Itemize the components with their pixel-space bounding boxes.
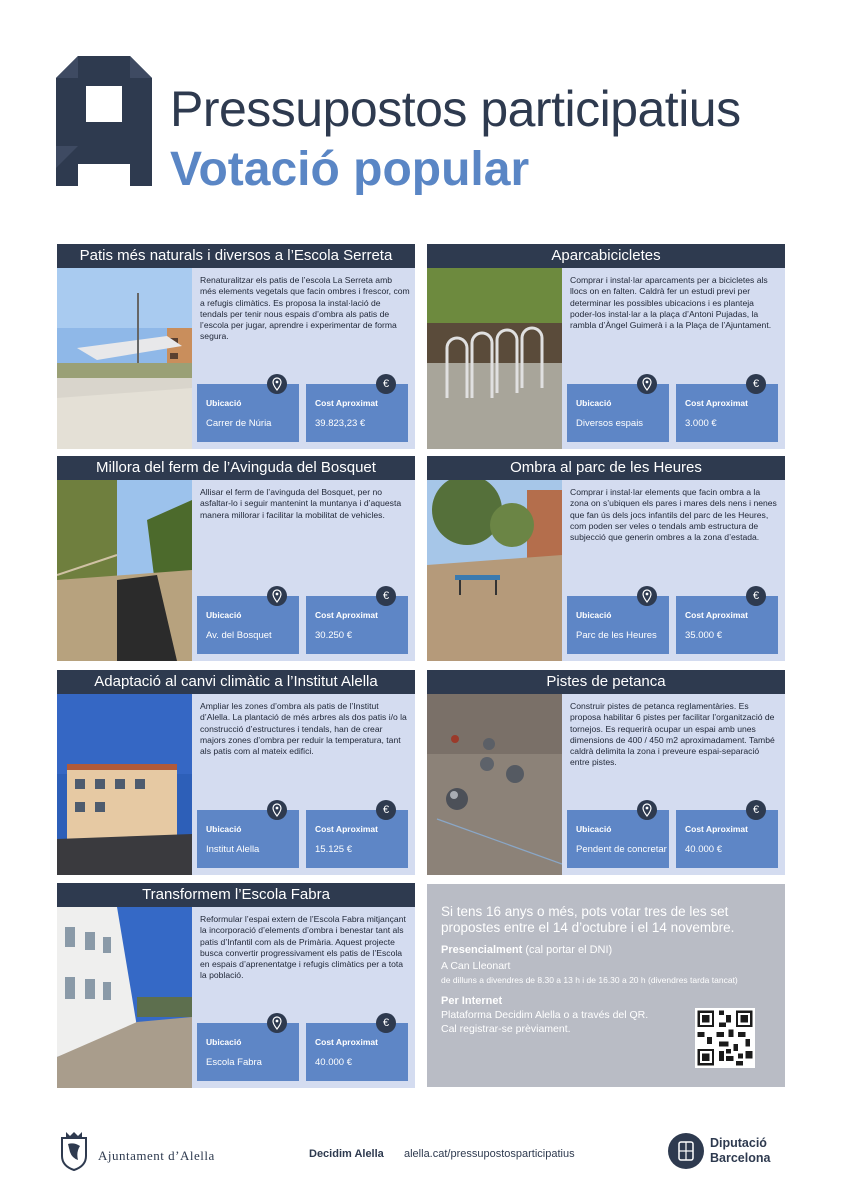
location-label: Ubicació xyxy=(576,824,612,834)
location-box xyxy=(197,810,299,868)
cost-value: 40.000 € xyxy=(315,1057,352,1068)
project-card xyxy=(427,244,785,449)
project-title: Ombra al parc de les Heures xyxy=(427,456,785,480)
location-value: Escola Fabra xyxy=(206,1057,262,1068)
project-photo xyxy=(57,907,192,1088)
location-label: Ubicació xyxy=(206,610,242,620)
euro-icon: € xyxy=(746,374,766,394)
pressupostos-logo-icon xyxy=(56,56,152,186)
location-box xyxy=(567,384,669,442)
location-label: Ubicació xyxy=(576,610,612,620)
in-person-place: A Can Lleonart xyxy=(441,960,511,972)
online-line-2: Cal registrar-se prèviament. xyxy=(441,1023,571,1035)
cost-box xyxy=(306,1017,408,1081)
euro-icon: € xyxy=(376,800,396,820)
location-value: Pendent de concretar xyxy=(576,844,667,855)
page-title: Pressupostos participatius xyxy=(170,81,741,137)
cost-label: Cost Aproximat xyxy=(315,610,378,620)
project-photo xyxy=(427,480,562,661)
project-photo xyxy=(57,480,192,661)
cost-box xyxy=(676,804,778,868)
project-description: Ampliar les zones d’ombra als patis de l’Institut d’Alella. La plantació de més arbres als dos patis i/o la construcció d’estructures i tendals, han de crear majors zones d’ombra per reduir la temperatura, tant als patis com al mateix edifici. xyxy=(200,701,407,757)
euro-icon: € xyxy=(376,1013,396,1033)
euro-icon: € xyxy=(376,586,396,606)
page-subtitle: Votació popular xyxy=(170,143,530,196)
map-pin-icon xyxy=(267,374,287,394)
location-label: Ubicació xyxy=(576,398,612,408)
qr-code-icon[interactable] xyxy=(695,1008,755,1068)
project-title: Aparcabicicletes xyxy=(427,244,785,268)
project-card xyxy=(57,670,415,875)
cost-label: Cost Aproximat xyxy=(685,824,748,834)
alella-coat-of-arms-icon xyxy=(58,1130,90,1172)
project-card xyxy=(57,883,415,1088)
project-title: Adaptació al canvi climàtic a l’Institut Alella xyxy=(57,670,415,694)
voting-info-box xyxy=(427,884,785,1087)
cost-label: Cost Aproximat xyxy=(685,610,748,620)
cost-box xyxy=(306,378,408,442)
cost-box xyxy=(676,378,778,442)
location-box xyxy=(197,596,299,654)
cost-label: Cost Aproximat xyxy=(315,824,378,834)
project-description: Construir pistes de petanca reglamentàries. Es proposa habilitar 6 pistes per facilitar l’organització de tornejos. Es requerirà ocupar un espai amb unes dimensions de 400 / 450 m2 aproximadament. També caldrà delimita la zona i preveure espai-separació entre pistes. xyxy=(570,701,775,768)
project-photo xyxy=(57,694,192,875)
euro-icon: € xyxy=(746,586,766,606)
location-label: Ubicació xyxy=(206,824,242,834)
diputacio-name xyxy=(710,1136,770,1166)
cost-value: 39.823,23 € xyxy=(315,418,366,429)
cost-value: 40.000 € xyxy=(685,844,722,855)
project-card xyxy=(57,456,415,661)
online-line-1: Plataforma Decidim Alella o a través del QR. xyxy=(441,1009,649,1021)
location-value: Parc de les Heures xyxy=(576,630,657,641)
diputacio-line-1: Diputació xyxy=(710,1136,767,1150)
cost-value: 35.000 € xyxy=(685,630,722,641)
cost-box xyxy=(306,804,408,868)
cost-value: 15.125 € xyxy=(315,844,352,855)
map-pin-icon xyxy=(267,800,287,820)
online-heading: Per Internet xyxy=(441,995,503,1007)
diputacio-line-2: Barcelona xyxy=(710,1151,771,1165)
map-pin-icon xyxy=(267,1013,287,1033)
project-photo xyxy=(427,694,562,875)
location-value: Av. del Bosquet xyxy=(206,630,272,641)
project-title: Transformem l’Escola Fabra xyxy=(57,883,415,907)
location-label: Ubicació xyxy=(206,1037,242,1047)
project-title: Patis més naturals i diversos a l’Escola Serreta xyxy=(57,244,415,268)
location-box xyxy=(197,1023,299,1081)
project-title: Millora del ferm de l’Avinguda del Bosquet xyxy=(57,456,415,480)
in-person-heading-label: Presencialment xyxy=(441,944,523,956)
map-pin-icon xyxy=(267,586,287,606)
map-pin-icon xyxy=(637,800,657,820)
project-photo xyxy=(57,268,192,449)
cost-label: Cost Aproximat xyxy=(685,398,748,408)
cost-label: Cost Aproximat xyxy=(315,398,378,408)
project-description: Comprar i instal·lar elements que facin ombra a la zona on s’ubiquen els pares i mares dels nens i nenes que fan ús dels jocs infantils del parc de les Heures, com poden ser veles o tendals amb estructura de subjecció que generin ombres a la zona d’estada. xyxy=(570,487,777,543)
project-description: Allisar el ferm de l’avinguda del Bosquet, per no asfaltar-lo i seguir mantenint la muntanya i d’aquesta manera millorar i facilitar la mobilitat de vehicles. xyxy=(200,487,402,520)
diputacio-logo-icon xyxy=(668,1133,704,1169)
cost-box xyxy=(676,590,778,654)
project-description: Renaturalitzar els patis de l’escola La Serreta amb més elements vegetals que facin ombres i frescor, com a refugis climàtics. Es proposa la instal·lació de tendals per tenir nous espais d’ombra als patis de l’escola per jugar, aprendre i experimentar de forma segura. xyxy=(200,275,410,342)
euro-icon: € xyxy=(746,800,766,820)
project-description: Reformular l’espai extern de l’Escola Fabra mitjançant la incorporació d’elements d’ombra i benestar tant als patis d’Infantil com als de Primària. Aquest projecte busca convertir progressivament els patis de l’Escola en espais d’aprenentatge i refugis climàtics per a tota la població. xyxy=(200,914,406,981)
cost-value: 3.000 € xyxy=(685,418,717,429)
voting-intro: Si tens 16 anys o més, pots votar tres de les set propostes entre el 14 d’octubre i el 14 novembre. xyxy=(441,904,735,935)
map-pin-icon xyxy=(637,374,657,394)
location-box xyxy=(197,384,299,442)
cost-value: 30.250 € xyxy=(315,630,352,641)
project-description: Comprar i instal·lar aparcaments per a bicicletes als llocs on en falten. Caldrà fer un estudi previ per determinar les possibles ubicacions i es planteja poder-los instal·lar a la plaça d’Antoni Pujadas, la rambla d’Àngel Guimerà i a la Plaça de l’Ajuntament. xyxy=(570,275,772,331)
project-card xyxy=(427,456,785,661)
website-link[interactable]: alella.cat/pressupostosparticipatius xyxy=(404,1148,575,1160)
location-value: Institut Alella xyxy=(206,844,260,855)
location-box xyxy=(567,596,669,654)
cost-label: Cost Aproximat xyxy=(315,1037,378,1047)
project-card xyxy=(427,670,785,875)
location-label: Ubicació xyxy=(206,398,242,408)
in-person-heading xyxy=(441,944,612,956)
project-card xyxy=(57,244,415,449)
cost-box xyxy=(306,590,408,654)
map-pin-icon xyxy=(637,586,657,606)
decidim-label: Decidim Alella xyxy=(309,1148,384,1160)
location-value: Diversos espais xyxy=(576,418,644,429)
in-person-note: (cal portar el DNI) xyxy=(525,944,613,956)
ajuntament-name: Ajuntament d’Alella xyxy=(98,1148,215,1163)
project-photo xyxy=(427,268,562,449)
euro-icon: € xyxy=(376,374,396,394)
location-box xyxy=(567,810,669,868)
project-title: Pistes de petanca xyxy=(427,670,785,694)
in-person-hours: de dilluns a divendres de 8.30 a 13 h i de 16.30 a 20 h (divendres tarda tancat) xyxy=(441,975,738,985)
location-value: Carrer de Núria xyxy=(206,418,272,429)
